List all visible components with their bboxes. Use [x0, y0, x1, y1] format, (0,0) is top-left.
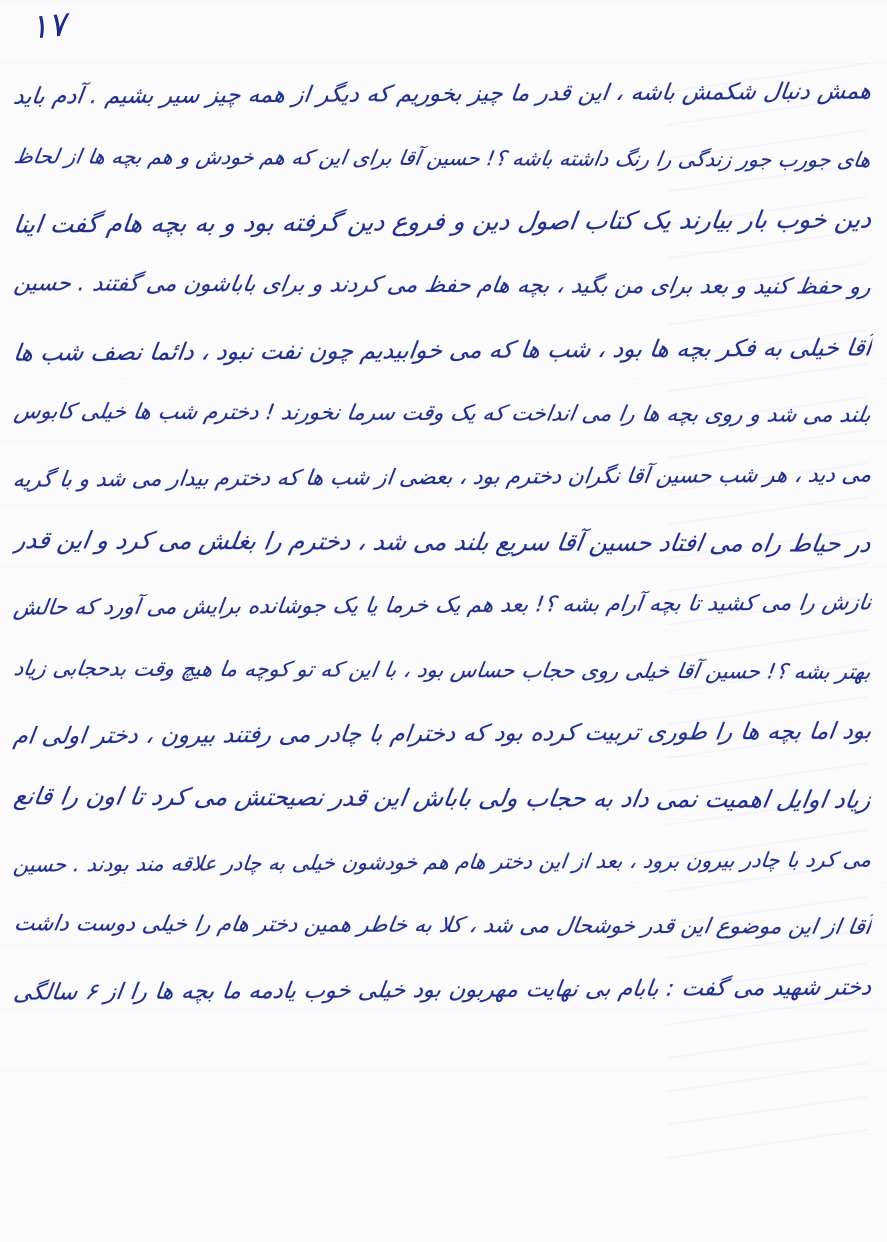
text-line: بود اما بچه ها را طوری تربیت کرده بود که دخترام با چادر می رفتند بیرون ، دختر اولی ام	[11, 718, 874, 750]
text-line: بلند می شد و روی بچه ها را می انداخت که یک وقت سرما نخورند ! دخترم شب ها خیلی کابوس	[12, 399, 873, 428]
text-line: زیاد اوایل اهمیت نمی داد به حجاب ولی باباش این قدر نصیحتش می کرد تا اون را قانع	[12, 782, 873, 814]
text-line: همش دنبال شکمش باشه ، این قدر ما چیز بخوریم که دیگر از همه چیز سیر بشیم . آدم باید	[11, 78, 874, 110]
text-line: آقا از این موضوع این قدر خوشحال می شد ، کلا به خاطر همین دختر هام را خیلی دوست داشت	[12, 911, 873, 940]
page-number: ۱۷	[28, 4, 69, 48]
text-line: در حیاط راه می افتاد حسین آقا سریع بلند می شد ، دخترم را بغلش می کرد و این قدر	[12, 526, 873, 558]
handwritten-text-block	[11, 62, 874, 1022]
text-line: رو حفظ کنید و بعد برای من بگید ، بچه هام حفظ می کردند و برای باباشون می گفتند . حسین	[12, 271, 873, 300]
text-line: دختر شهید می گفت : بابام بی نهایت مهربون بود خیلی خوب یادمه ما بچه ها را از ۶ سالگی	[11, 974, 874, 1006]
text-line: آقا خیلی به فکر بچه ها بود ، شب ها که می خوابیدیم چون نفت نبود ، دائما نصف شب ها	[11, 333, 874, 367]
text-line: می دید ، هر شب حسین آقا نگران دخترم بود ، بعضی از شب ها که دخترم بیدار می شد و با گریه	[11, 462, 874, 493]
text-line: بهتر بشه ؟! حسین آقا خیلی روی حجاب حساس بود ، با این که تو کوچه ما هیچ وقت بدحجابی زیاد	[12, 656, 873, 684]
text-line: نازش را می کشید تا بچه آرام بشه ؟! بعد هم یک خرما یا یک جوشانده برایش می آورد که حالش	[12, 590, 874, 621]
text-line: های جورب جور زندگی را رنگ داشته باشه ؟! حسین آقا برای این که هم خودش و هم بچه ها از لحاظ	[12, 144, 873, 172]
text-line: می کرد با چادر بیرون برود ، بعد از این دختر هام هم خودشون خیلی به چادر علاقه مند بودند . حسین	[12, 847, 873, 877]
text-line: دین خوب بار بیارند یک کتاب اصول دین و فروع دین گرفته بود و به بچه هام گفت اینا	[11, 204, 874, 239]
